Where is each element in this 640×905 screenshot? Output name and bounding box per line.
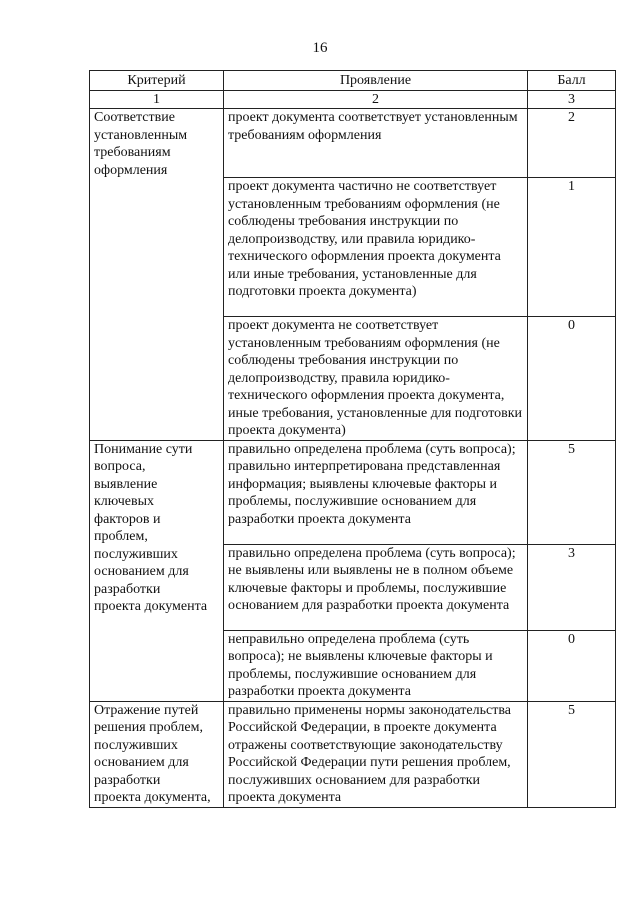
manifestation-cell: правильно определена проблема (суть вопроса); не выявлены или выявлены не в полном объеме ключевые факторы и проблемы, послужившие основанием для разработки проекта документа (224, 544, 528, 630)
table-row (90, 701, 616, 807)
score-cell: 5 (528, 701, 616, 807)
manifestation-cell: проект документа частично не соответствует установленным требованиям оформления (не соблюдены требования инструкции по делопроизводству, или правила юридико-технического оформления проекта документа или иные требования, установленные для подготовки проекта документа) (224, 178, 528, 317)
column-number: 1 (90, 90, 224, 109)
criterion-cell: Отражение путей решения проблем, послуживших основанием для разработки проекта документа, (90, 701, 224, 807)
manifestation-cell: проект документа соответствует установленным требованиям оформления (224, 109, 528, 178)
criteria-table (89, 70, 616, 808)
header-manifestation: Проявление (224, 71, 528, 91)
score-cell: 0 (528, 630, 616, 701)
score-cell: 5 (528, 440, 616, 544)
column-number: 3 (528, 90, 616, 109)
header-criterion: Критерий (90, 71, 224, 91)
table-row (90, 440, 616, 544)
criterion-cell: Понимание сути вопроса, выявление ключевых факторов и проблем, послуживших основанием для разработки проекта документа (90, 440, 224, 701)
column-number-row (90, 90, 616, 109)
criterion-cell: Соответствие установленным требованиям оформления (90, 109, 224, 441)
score-cell: 3 (528, 544, 616, 630)
manifestation-cell: правильно определена проблема (суть вопроса); правильно интерпретирована представленная информация; выявлены ключевые факторы и проблемы, послужившие основанием для разработки проекта документа (224, 440, 528, 544)
manifestation-cell: проект документа не соответствует установленным требованиям оформления (не соблюдены требования инструкции по делопроизводству, правила юридико-технического оформления проекта документа, иные требования, установленные для подготовки проекта документа) (224, 317, 528, 441)
column-number: 2 (224, 90, 528, 109)
score-cell: 0 (528, 317, 616, 441)
page-number: 16 (312, 40, 328, 56)
manifestation-cell: правильно применены нормы законодательства Российской Федерации, в проекте документа отражены соответствующие законодательству Российской Федерации пути решения проблем, послуживших основанием для разработки проекта документа (224, 701, 528, 807)
score-cell: 2 (528, 109, 616, 178)
score-cell: 1 (528, 178, 616, 317)
table-row (90, 109, 616, 178)
manifestation-cell: неправильно определена проблема (суть вопроса); не выявлены ключевые факторы и проблемы, послужившие основанием для разработки проекта документа (224, 630, 528, 701)
table-header-row (90, 71, 616, 91)
header-score: Балл (528, 71, 616, 91)
